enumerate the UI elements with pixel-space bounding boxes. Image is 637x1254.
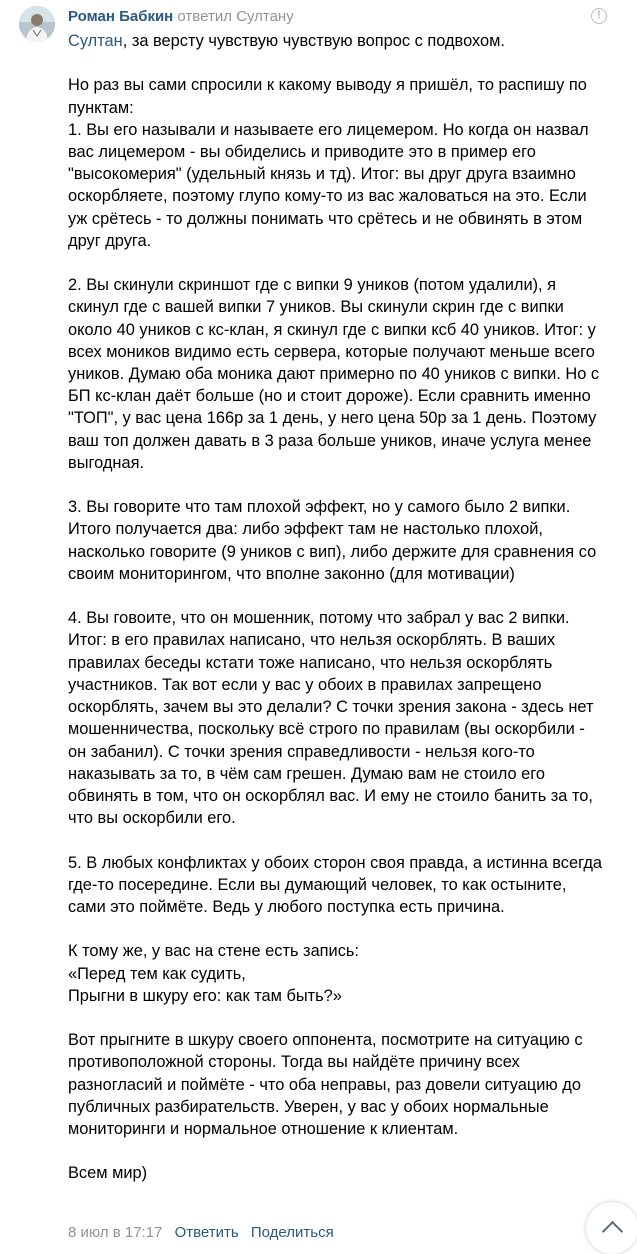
comment-footer xyxy=(68,1223,342,1243)
chevron-up-icon xyxy=(602,1221,623,1242)
comment-header xyxy=(68,7,294,27)
scroll-top-button[interactable] xyxy=(586,1202,637,1254)
mention-link[interactable]: Султан xyxy=(68,32,123,50)
paragraph-5: 4. Вы говоите, что он мошенник, потому что забрал у вас 2 випки. Итог: в его правилах написано, что нельзя оскорблять. В ваших правилах беседы кстати тоже написано, что нельзя оскорблять участников. Так вот если у вас у обоих в правилах запрещено оскорблять, зачем вы это делали? С точки зрения закона - здесь нет мошенничества, поскольку всё строго по правилам (вы оскорбили - он забанил). С точки зрения справедливости - нельзя кого-то наказывать за то, в чём сам грешен. Думаю вам не стоило его обвинять в том, что он оскорблял вас. И ему не стоило банить за то, что вы оскорбили его. xyxy=(68,609,594,828)
author-name[interactable]: Роман Бабкин xyxy=(68,8,174,25)
paragraph-8: Вот прыгните в шкуру своего оппонента, посмотрите на ситуацию с противоположной стороны. Тогда вы найдёте причину всех разногласий и поймёте - что оба неправы, раз довели ситуацию до публичных разбирательств. Уверен, у вас у обоих нормальные мониторинги и нормальное отношение к клиентам. xyxy=(68,1031,583,1138)
reply-to-label[interactable]: ответил Султану xyxy=(177,8,294,25)
paragraph-9: Всем мир) xyxy=(68,1164,148,1183)
author-avatar[interactable] xyxy=(19,6,55,42)
share-button[interactable]: Поделиться xyxy=(250,1224,334,1241)
paragraph-6: 5. В любых конфликтах у обоих сторон своя правда, а истинна всегда где-то посередине. Если вы думающий человек, то как остыните, сами это поймёте. Ведь у любого поступка есть причина. xyxy=(68,853,603,916)
comment-text xyxy=(68,30,637,1185)
paragraph-2: Но раз вы сами спросили к какому выводу я пришёл, то распишу по пунктам: 1. Вы его называли и называете его лицемером. Но когда он назвал вас лицемером - вы обиделись и приводите это в пример его "высокомерия" (удельный князь и тд). Итог: вы друг друга взаимно оскорбляете, поэтому глупо кому-то из вас жаловаться на это. Если уж срётесь - то должны понимать что срётесь и не обвинять в этом друг друга. xyxy=(68,76,589,250)
reply-button[interactable]: Ответить xyxy=(174,1224,239,1241)
paragraph-4: 3. Вы говорите что там плохой эффект, но у самого было 2 випки. Итого получается два: либо эффект там не настолько плохой, насколько говорите (9 уников с вип), либо держите для сравнения со своим мониторингом, что вполне законно (для мотивации) xyxy=(68,498,597,583)
paragraph-3: 2. Вы скинули скриншот где с випки 9 уников (потом удалили), я скинул где с вашей випки 7 уников. Вы скинули скрин где с випки около 40 уников с кс-клан, я скинул где с випки ксб 40 уников. Итог: у всех моников видимо есть сервера, которые получают меньше всего уников. Думаю оба моника дают примерно по 40 уников с випки. Но с БП кс-клан даёт больше (но и стоит дороже). Если сравнить именно "ТОП", у вас цена 166р за 1 день, у него цена 50р за 1 день. Поэтому ваш топ должен давать в 3 раза больше уников, иначе услуга менее выгодная. xyxy=(68,276,600,472)
comment-date[interactable]: 8 июл в 17:17 xyxy=(68,1224,163,1241)
paragraph-1: , за версту чувствую чувствую вопрос с подвохом. xyxy=(122,32,505,50)
paragraph-7: К тому же, у вас на стене есть запись: «Перед тем как судить, Прыгни в шкуру его: как там быть?» xyxy=(68,942,360,1005)
exclamation-circle-icon[interactable]: ! xyxy=(591,8,607,24)
